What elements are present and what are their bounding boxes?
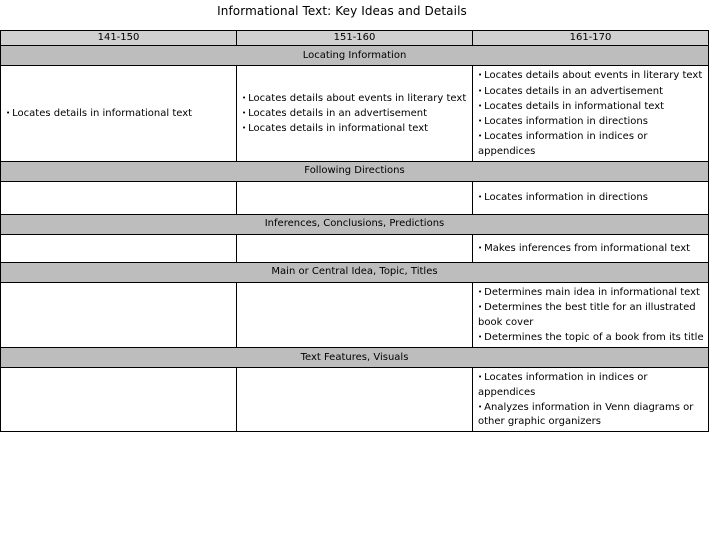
section-title: Locating Information bbox=[1, 46, 709, 66]
section-header-row bbox=[1, 215, 709, 235]
section-title: Text Features, Visuals bbox=[1, 348, 709, 368]
section-content-row bbox=[1, 368, 709, 432]
list-item: • Locates information in directions bbox=[478, 114, 705, 129]
list-item: • Locates details about events in literary text bbox=[242, 91, 469, 106]
content-cell bbox=[237, 66, 473, 162]
list-item: • Makes inferences from informational text bbox=[478, 241, 705, 256]
column-header: 151-160 bbox=[237, 31, 473, 46]
section-header-row bbox=[1, 348, 709, 368]
content-cell bbox=[1, 368, 237, 432]
content-cell bbox=[1, 182, 237, 215]
list-item: • Locates details in informational text bbox=[478, 99, 705, 114]
content-cell bbox=[1, 235, 237, 263]
page-title: Informational Text: Key Ideas and Details bbox=[217, 4, 467, 18]
section-header-row bbox=[1, 46, 709, 66]
list-item: • Determines the topic of a book from its title bbox=[478, 330, 705, 345]
section-content-row bbox=[1, 182, 709, 215]
section-header-row bbox=[1, 162, 709, 182]
list-item: • Locates details in an advertisement bbox=[242, 106, 469, 121]
content-cell bbox=[237, 368, 473, 432]
content-cell bbox=[237, 283, 473, 348]
column-header-row bbox=[1, 31, 709, 46]
list-item: • Determines the best title for an illustrated book cover bbox=[478, 300, 705, 330]
list-item: • Determines main idea in informational text bbox=[478, 285, 705, 300]
section-title: Following Directions bbox=[1, 162, 709, 182]
section-header-row bbox=[1, 263, 709, 283]
content-cell bbox=[1, 66, 237, 162]
list-item: • Locates information in directions bbox=[478, 190, 705, 205]
content-cell bbox=[473, 66, 709, 162]
content-cell bbox=[237, 235, 473, 263]
section-title: Main or Central Idea, Topic, Titles bbox=[1, 263, 709, 283]
content-cell bbox=[473, 182, 709, 215]
skills-table bbox=[0, 30, 709, 432]
list-item: • Analyzes information in Venn diagrams or other graphic organizers bbox=[478, 400, 705, 430]
content-cell bbox=[473, 283, 709, 348]
list-item: • Locates details in an advertisement bbox=[478, 84, 705, 99]
list-item: • Locates details about events in literary text bbox=[478, 68, 705, 83]
column-header: 161-170 bbox=[473, 31, 709, 46]
list-item: • Locates details in informational text bbox=[242, 121, 469, 136]
section-content-row bbox=[1, 66, 709, 162]
section-title: Inferences, Conclusions, Predictions bbox=[1, 215, 709, 235]
content-cell bbox=[237, 182, 473, 215]
content-cell bbox=[473, 368, 709, 432]
list-item: • Locates information in indices or appendices bbox=[478, 129, 705, 159]
section-content-row bbox=[1, 283, 709, 348]
column-header: 141-150 bbox=[1, 31, 237, 46]
content-cell bbox=[473, 235, 709, 263]
section-content-row bbox=[1, 235, 709, 263]
list-item: • Locates details in informational text bbox=[6, 106, 233, 121]
list-item: • Locates information in indices or appendices bbox=[478, 370, 705, 400]
content-cell bbox=[1, 283, 237, 348]
